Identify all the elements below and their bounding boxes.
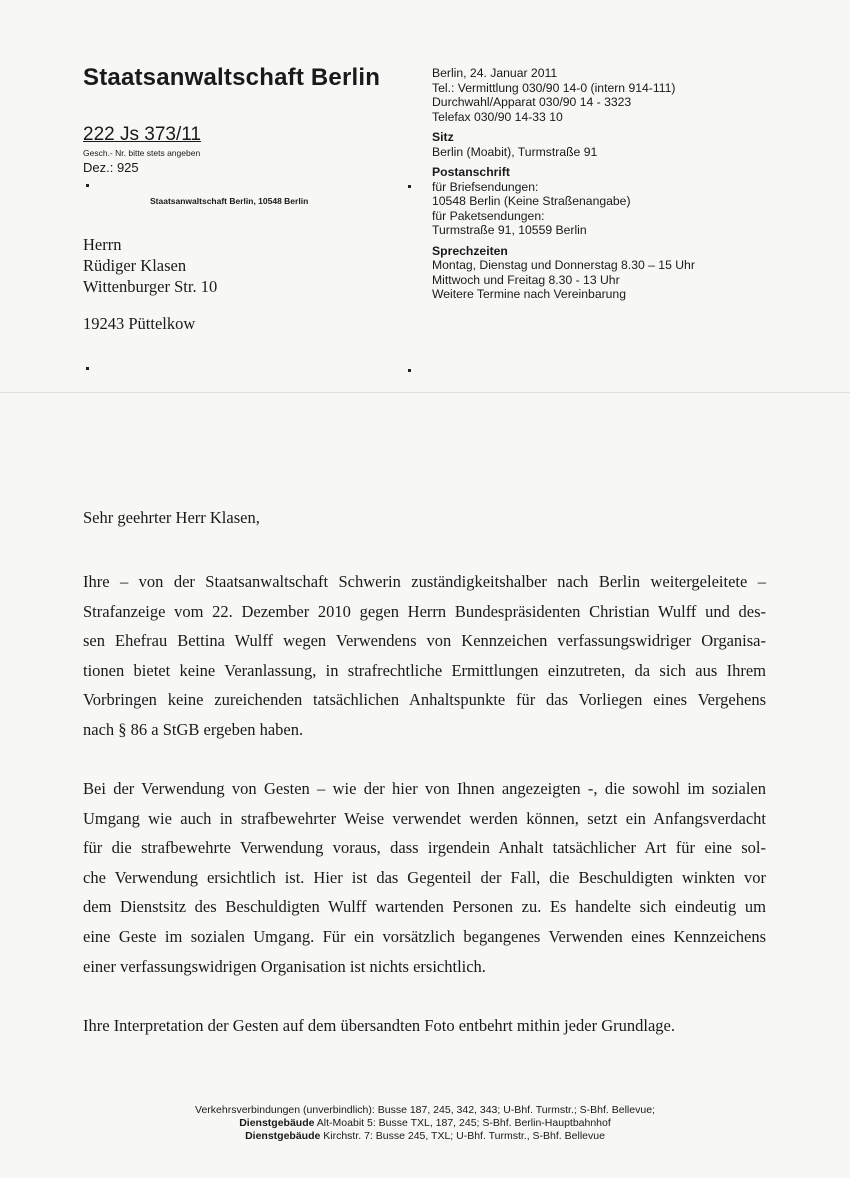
paragraph-1	[83, 567, 766, 745]
text-line: che Verwendung ersichtlich ist. Hier ist das Gegenteil der Fall, die Beschuldigten winkten vor	[83, 867, 766, 887]
text-line: sen Ehefrau Bettina Wulff wegen Verwendens von Kennzeichen verfassungswidriger Organisa-	[83, 631, 766, 651]
paragraph-3	[83, 1011, 766, 1041]
text-line: einer verfassungswidrigen Organisation ist nichts ersichtlich.	[83, 956, 486, 976]
file-number-note: Gesch.- Nr. bitte stets angeben	[83, 148, 201, 158]
postal-parcels-label: für Paketsendungen:	[432, 208, 545, 223]
hours-heading: Sprechzeiten	[432, 243, 508, 258]
recipient-city: 19243 Püttelkow	[83, 314, 196, 333]
footer-label: Dienstgebäude	[245, 1130, 321, 1142]
postal-letters-label: für Briefsendungen:	[432, 179, 539, 194]
fax: Telefax 030/90 14-33 10	[432, 109, 563, 124]
text-line: Bei der Verwendung von Gesten – wie der hier von Ihnen angezeigten -, die sowohl im sozialen	[83, 779, 766, 798]
footer-label: Dienstgebäude	[239, 1117, 315, 1129]
text-line: tionen bietet keine Veranlassung, in strafrechtliche Ermittlungen einzutreten, da sich aus Ihrem	[83, 660, 766, 680]
punch-mark	[86, 184, 89, 187]
postal-letters: 10548 Berlin (Keine Straßenangabe)	[432, 194, 631, 208]
footer-text: Alt-Moabit 5: Busse TXL, 187, 245; S-Bhf. Berlin-Hauptbahnhof	[314, 1117, 611, 1129]
punch-mark	[86, 367, 89, 370]
agency-name: Staatsanwaltschaft Berlin	[83, 64, 381, 91]
punch-mark	[408, 185, 411, 188]
footer-text: Kirchstr. 7: Busse 245, TXL; U-Bhf. Turmstr., S-Bhf. Bellevue	[320, 1130, 605, 1142]
recipient-line: Wittenburger Str. 10	[83, 277, 218, 296]
fold-line	[0, 392, 850, 393]
footer-line	[0, 1130, 850, 1143]
telephone: Tel.: Vermittlung 030/90 14-0 (intern 914-111)	[432, 80, 676, 95]
recipient-address	[83, 234, 217, 297]
recipient-line: Rüdiger Klasen	[83, 256, 187, 275]
letter-date: Berlin, 24. Januar 2011	[432, 66, 558, 80]
seat: Berlin (Moabit), Turmstraße 91	[432, 144, 598, 159]
file-number: 222 Js 373/11	[83, 124, 201, 145]
text-line: Vorbringen keine zureichenden tatsächlichen Anhaltspunkte für das Vorliegen eines Vergehens	[83, 690, 766, 710]
text-line: für die strafbewehrte Verwendung voraus, dass irgendein Anhalt tatsächlicher Art für eine sol-	[83, 838, 766, 858]
text-line: Strafanzeige vom 22. Dezember 2010 gegen Herrn Bundespräsidenten Christian Wulff und des-	[83, 601, 766, 621]
text-line: Umgang wie auch in strafbewehrter Weise verwendet werden können, setzt ein Anfangsverdacht	[83, 808, 766, 828]
footer-transport	[0, 1104, 850, 1143]
footer-line	[0, 1117, 850, 1130]
return-address: Staatsanwaltschaft Berlin, 10548 Berlin	[150, 196, 309, 206]
text-line: dem Dienstsitz des Beschuldigten Wulff wartenden Personen zu. Es handelte sich eindeutig um	[83, 897, 766, 917]
text-line: eine Geste im sozialen Umgang. Für ein vorsätzlich begangenes Verwenden eines Kennzeichens	[83, 926, 766, 946]
text-line: nach § 86 a StGB ergeben haben.	[83, 719, 304, 739]
text-line: Ihre Interpretation der Gesten auf dem übersandten Foto entbehrt mithin jeder Grundlage.	[83, 1016, 675, 1035]
paragraph-2	[83, 774, 766, 981]
text-line: Ihre – von der Staatsanwaltschaft Schwerin zuständigkeitshalber nach Berlin weitergeleitete –	[83, 572, 766, 591]
direct-dial: Durchwahl/Apparat 030/90 14 - 3323	[432, 95, 632, 109]
punch-mark	[408, 369, 411, 372]
salutation: Sehr geehrter Herr Klasen,	[83, 508, 260, 527]
footer-line: Verkehrsverbindungen (unverbindlich): Busse 187, 245, 342, 343; U-Bhf. Turmstr.; S-Bhf. Bellevue;	[195, 1104, 655, 1116]
info-block	[432, 66, 695, 302]
department: Dez.: 925	[83, 160, 139, 175]
recipient-line: Herrn	[83, 235, 122, 254]
hours-line: Montag, Dienstag und Donnerstag 8.30 – 15 Uhr	[432, 258, 695, 272]
seat-heading: Sitz	[432, 130, 454, 144]
postal-heading: Postanschrift	[432, 165, 510, 179]
postal-parcels: Turmstraße 91, 10559 Berlin	[432, 223, 587, 237]
hours-line: Mittwoch und Freitag 8.30 - 13 Uhr	[432, 272, 620, 287]
hours-line: Weitere Termine nach Vereinbarung	[432, 287, 626, 301]
